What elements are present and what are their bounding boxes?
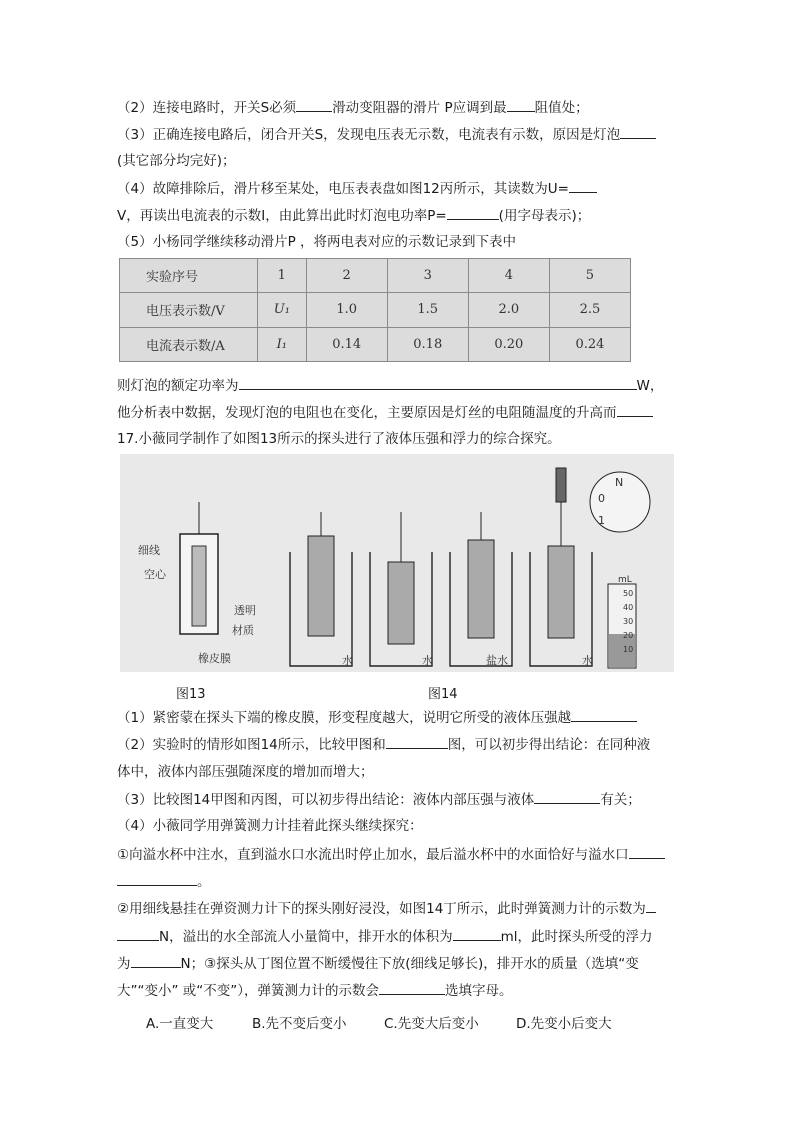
q-3-line <box>117 124 656 145</box>
blank[interactable] <box>117 871 197 886</box>
blank[interactable] <box>239 375 637 390</box>
blank[interactable] <box>447 205 499 220</box>
table-cell: 4 <box>468 259 549 293</box>
label-water-d: 水 <box>582 654 593 667</box>
text: （3）比较图14甲图和丙图，可以初步得出结论：液体内部压强与液体 <box>117 792 535 808</box>
q-5-answer-line <box>117 375 663 396</box>
option-c[interactable]: C.先变大后变小 <box>384 1016 479 1032</box>
q-5-line: （5）小杨同学继续移动滑片P ，将两电表对应的示数记录到下表中 <box>117 234 517 250</box>
scale-tick-30: 30 <box>623 617 634 626</box>
label-ml: mL <box>618 575 632 585</box>
gauge-tick-1: 1 <box>598 514 605 527</box>
label-salt-water: 盐水 <box>486 654 508 667</box>
q17-4-2-line-2 <box>117 926 653 947</box>
text: 则灯泡的额定功率为 <box>117 378 239 394</box>
label-newton: N <box>615 476 624 489</box>
q17-3 <box>117 789 641 810</box>
text: （2）连接电路时，开关S必须 <box>117 100 297 116</box>
blank[interactable] <box>646 898 656 913</box>
blank[interactable] <box>131 953 181 968</box>
text: ①向溢水杯中注水，直到溢水口水流出时停止加水，最后溢水杯中的水面恰好与溢水口 <box>117 847 629 863</box>
label-transparent-2: 材质 <box>232 624 254 637</box>
table-cell: 电流表示数/A <box>120 327 258 361</box>
table-cell: 1.5 <box>387 293 468 327</box>
q-4-line-2 <box>117 205 590 226</box>
table-row <box>120 293 631 327</box>
blank[interactable] <box>117 926 159 941</box>
table-cell: 1.0 <box>306 293 387 327</box>
text: N，溢出的水全部流人小量简中，排开水的体积为 <box>159 929 453 945</box>
table-cell: 3 <box>387 259 468 293</box>
text: N；③探头从丁图位置不断缓慢往下放(细线足够长)，排开水的质量（选填“变 <box>180 956 639 972</box>
text: ②用细线悬挂在弹资测力计下的探头刚好浸没，如图14丁所示，此时弹簧测力计的示数为 <box>117 901 646 917</box>
q17-2-line-2: 体中，液体内部压强随深度的增加而增大； <box>117 764 374 780</box>
blank[interactable] <box>620 124 656 139</box>
table-cell: 0.24 <box>549 327 630 361</box>
table-row <box>120 259 631 293</box>
table-cell: 5 <box>549 259 630 293</box>
q-3-line-2: (其它部分均完好)； <box>117 153 236 169</box>
text: 有关； <box>600 792 641 808</box>
label-water-a: 水 <box>342 654 353 667</box>
figure-svg <box>120 454 674 672</box>
q-5-analysis-line <box>117 402 653 423</box>
q17-4-1 <box>117 844 665 865</box>
scale-tick-20: 20 <box>623 631 634 640</box>
q-17-title: 17.小薇同学制作了如图13所示的探头进行了液体压强和浮力的综合探究。 <box>117 431 561 447</box>
text: （4）故障排除后，滑片移至某处，电压表表盘如图12丙所示，其读数为U= <box>117 181 569 197</box>
scale-tick-10: 10 <box>623 645 634 654</box>
caption-figure-13: 图13 <box>176 687 206 702</box>
q17-4-2 <box>117 898 656 919</box>
table-cell: 2.0 <box>468 293 549 327</box>
table-cell: I₁ <box>258 327 307 361</box>
label-water-b: 水 <box>422 654 433 667</box>
blank[interactable] <box>296 97 332 112</box>
table-cell: 2.5 <box>549 293 630 327</box>
text: 他分析表中数据，发现灯泡的电阻也在变化，主要原因是灯丝的电阻随温度的升高而 <box>117 405 617 421</box>
text: （1）紧密蒙在探头下端的橡皮膜，形变程度越大，说明它所受的液体压强越 <box>117 710 572 726</box>
blank[interactable] <box>534 789 600 804</box>
blank[interactable] <box>617 402 653 417</box>
figure-13-14 <box>120 454 674 672</box>
text: 选填字母。 <box>445 983 513 999</box>
blank[interactable] <box>507 97 535 112</box>
label-hollow: 空心 <box>144 568 166 581</box>
data-table <box>119 258 631 362</box>
scale-tick-40: 40 <box>623 603 634 612</box>
text: ml，此时探头所受的浮力 <box>500 929 653 945</box>
label-thread: 细线 <box>138 544 160 557</box>
text: 为 <box>117 956 131 972</box>
table-cell: 0.18 <box>387 327 468 361</box>
q17-4-1-line-2 <box>117 871 211 892</box>
text: W， <box>636 378 664 394</box>
text: 阻值处； <box>534 100 589 116</box>
blank[interactable] <box>379 980 445 995</box>
table-cell: 0.14 <box>306 327 387 361</box>
label-transparent-1: 透明 <box>234 604 256 617</box>
table-cell: 2 <box>306 259 387 293</box>
table-cell: 0.20 <box>468 327 549 361</box>
blank[interactable] <box>571 707 637 722</box>
label-membrane: 橡皮膜 <box>198 652 231 665</box>
text: 大”“变小” 或“不变”），弹簧测力计的示数会 <box>117 983 380 999</box>
q17-1 <box>117 707 637 728</box>
text: （3）正确连接电路后，闭合开关S，发现电压表无示数，电流表有示数，原因是灯泡 <box>117 127 621 143</box>
text: （2）实验时的情形如图14所示，比较甲图和 <box>117 737 386 753</box>
option-b[interactable]: B.先不变后变小 <box>252 1016 347 1032</box>
q-2-line <box>117 97 589 118</box>
text: 图，可以初步得出结论：在同种液 <box>447 737 651 753</box>
option-a[interactable]: A.一直变大 <box>146 1016 214 1032</box>
text: 滑动变阻器的滑片 P应调到最 <box>332 100 507 116</box>
text: V，再读出电流表的示数I，由此算出此时灯泡电功率P= <box>117 208 447 224</box>
scale-tick-50: 50 <box>623 589 634 598</box>
gauge-tick-0: 0 <box>598 492 605 505</box>
caption-figure-14: 图14 <box>428 687 458 702</box>
q17-4-2-line-3 <box>117 953 639 974</box>
option-d[interactable]: D.先变小后变大 <box>516 1016 612 1032</box>
q17-2 <box>117 734 650 755</box>
blank[interactable] <box>453 926 501 941</box>
blank[interactable] <box>629 844 665 859</box>
table-cell: 电压表示数/V <box>120 293 258 327</box>
text: 。 <box>197 874 211 890</box>
table-cell: 1 <box>258 259 307 293</box>
text: (用字母表示)； <box>498 208 591 224</box>
table-cell: U₁ <box>258 293 307 327</box>
blank[interactable] <box>386 734 448 749</box>
q-4-line <box>117 178 597 199</box>
q17-4-2-line-4 <box>117 980 513 1001</box>
table-cell: 实验序号 <box>120 259 258 293</box>
table-row <box>120 327 631 361</box>
blank[interactable] <box>569 178 597 193</box>
q17-4: （4）小薇同学用弹簧测力计挂着此探头继续探究： <box>117 818 423 834</box>
